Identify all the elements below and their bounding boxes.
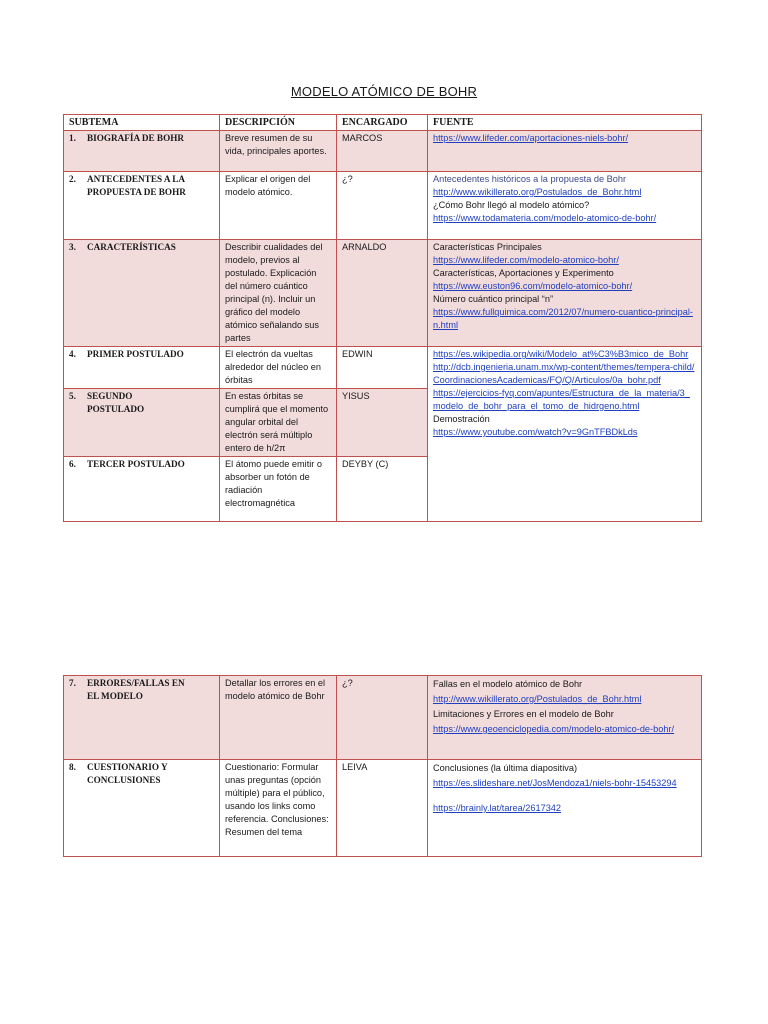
header-encargado: ENCARGADO xyxy=(337,115,428,131)
description-cell: Describir cualidades del modelo, previos al postulado. Explicación del número cuántico principal (n). Incluir un gráfico del modelo atómico señalando sus partes xyxy=(220,240,337,347)
table-row xyxy=(64,347,702,389)
source-link[interactable]: https://www.youtube.com/watch?v=9GnTFBDkLds xyxy=(433,427,638,437)
source-cell xyxy=(428,760,702,857)
row-number: 8. xyxy=(69,762,76,772)
description-cell: Cuestionario: Formular unas preguntas (opción múltiple) para el público, usando los links como referencia. Conclusiones: Resumen del tema xyxy=(220,760,337,857)
description-cell: El átomo puede emitir o absorber un fotón de radiación electromagnética xyxy=(220,457,337,522)
row-number: 6. xyxy=(69,459,76,469)
subtopic-label: TERCER POSTULADO xyxy=(87,459,185,469)
table-row xyxy=(64,240,702,347)
source-caption: Características, Aportaciones y Experimento xyxy=(433,268,614,278)
subtopic-cell xyxy=(64,172,220,240)
source-link[interactable]: http://www.wikillerato.org/Postulados_de_Bohr.html xyxy=(433,694,642,704)
owner-cell: LEIVA xyxy=(337,760,428,857)
row-number: 3. xyxy=(69,242,76,252)
source-link[interactable]: https://www.todamateria.com/modelo-atomico-de-bohr/ xyxy=(433,213,657,223)
source-link[interactable]: https://www.lifeder.com/aportaciones-niels-bohr/ xyxy=(433,133,629,143)
description-cell: El electrón da vueltas alrededor del núcleo en órbitas xyxy=(220,347,337,389)
owner-cell: ¿? xyxy=(337,172,428,240)
subtopic-label: CONCLUSIONES xyxy=(87,775,161,785)
source-caption: Antecedentes históricos a la propuesta de Bohr xyxy=(433,174,627,184)
source-link[interactable]: https://es.wikipedia.org/wiki/Modelo_at%C3%B3mico_de_Bohr xyxy=(433,349,689,359)
subtopic-label: PRIMER POSTULADO xyxy=(87,349,184,359)
source-cell xyxy=(428,131,702,172)
source-caption: Fallas en el modelo atómico de Bohr xyxy=(433,679,583,689)
source-cell xyxy=(428,240,702,347)
owner-cell: MARCOS xyxy=(337,131,428,172)
subtopic-label: ANTECEDENTES A LA xyxy=(87,174,186,184)
source-caption: Características Principales xyxy=(433,242,542,252)
source-link[interactable]: http://dcb.ingenieria.unam.mx/wp-content/themes/tempera-child/CoordinacionesAcademicas/FQ/Q/Articulos/0a_bohr.pdf xyxy=(433,362,695,385)
table-header-row xyxy=(64,115,702,131)
table-row xyxy=(64,131,702,172)
subtopic-label: BIOGRAFÍA DE BOHR xyxy=(87,133,184,143)
subtopic-cell xyxy=(64,347,220,389)
row-number: 1. xyxy=(69,133,76,143)
row-number: 4. xyxy=(69,349,76,359)
subtopic-cell xyxy=(64,457,220,522)
topics-table-continued xyxy=(63,675,702,857)
source-link[interactable]: https://www.euston96.com/modelo-atomico-bohr/ xyxy=(433,281,633,291)
subtopic-label: ERRORES/FALLAS EN xyxy=(87,678,185,688)
subtopic-label: PROPUESTA DE BOHR xyxy=(87,187,186,197)
source-caption: Conclusiones (la última diapositiva) xyxy=(433,763,578,773)
header-fuente: FUENTE xyxy=(428,115,702,131)
source-caption: Número cuántico principal “n” xyxy=(433,294,553,304)
header-descripcion: DESCRIPCIÓN xyxy=(220,115,337,131)
subtopic-cell xyxy=(64,240,220,347)
row-number: 5. xyxy=(69,391,76,401)
description-cell: Explicar el origen del modelo atómico. xyxy=(220,172,337,240)
topics-table xyxy=(63,114,702,522)
source-link[interactable]: https://www.lifeder.com/modelo-atomico-bohr/ xyxy=(433,255,619,265)
description-cell: Detallar los errores en el modelo atómico de Bohr xyxy=(220,676,337,760)
header-subtema: SUBTEMA xyxy=(64,115,220,131)
row-number: 7. xyxy=(69,678,76,688)
owner-cell: ARNALDO xyxy=(337,240,428,347)
subtopic-cell xyxy=(64,131,220,172)
source-link[interactable]: https://brainly.lat/tarea/2617342 xyxy=(433,803,562,813)
owner-cell: EDWIN xyxy=(337,347,428,389)
subtopic-cell xyxy=(64,760,220,857)
source-cell-merged xyxy=(428,347,702,522)
subtopic-label: POSTULADO xyxy=(87,404,145,414)
source-link[interactable]: https://www.geoenciclopedia.com/modelo-atomico-de-bohr/ xyxy=(433,724,675,734)
source-link[interactable]: https://es.slideshare.net/JosMendoza1/niels-bohr-15453294 xyxy=(433,778,677,788)
source-cell xyxy=(428,172,702,240)
row-number: 2. xyxy=(69,174,76,184)
document-title: MODELO ATÓMICO DE BOHR xyxy=(290,84,478,99)
source-link[interactable]: https://www.fullquimica.com/2012/07/numero-cuantico-principal-n.html xyxy=(433,307,693,330)
subtopic-label: EL MODELO xyxy=(87,691,143,701)
source-link[interactable]: https://ejercicios-fyq.com/apuntes/Estructura_de_la_materia/3_modelo_de_bohr_para_el_tomo_de_hidrgeno.html xyxy=(433,388,690,411)
source-caption: ¿Cómo Bohr llegó al modelo atómico? xyxy=(433,200,590,210)
owner-cell: ¿? xyxy=(337,676,428,760)
table-row xyxy=(64,760,702,857)
subtopic-cell xyxy=(64,389,220,457)
source-caption: Demostración xyxy=(433,414,490,424)
source-link[interactable]: http://www.wikillerato.org/Postulados_de_Bohr.html xyxy=(433,187,642,197)
source-cell xyxy=(428,676,702,760)
subtopic-label: CUESTIONARIO Y xyxy=(87,762,168,772)
owner-cell: DEYBY (C) xyxy=(337,457,428,522)
table-row xyxy=(64,172,702,240)
subtopic-cell xyxy=(64,676,220,760)
owner-cell: YISUS xyxy=(337,389,428,457)
source-caption: Limitaciones y Errores en el modelo de Bohr xyxy=(433,709,614,719)
description-cell: En estas órbitas se cumplirá que el momento angular orbital del electrón será múltiplo entero de h/2π xyxy=(220,389,337,457)
subtopic-label: SEGUNDO xyxy=(87,391,133,401)
description-cell: Breve resumen de su vida, principales aportes. xyxy=(220,131,337,172)
subtopic-label: CARACTERÍSTICAS xyxy=(87,242,176,252)
table-row xyxy=(64,676,702,760)
